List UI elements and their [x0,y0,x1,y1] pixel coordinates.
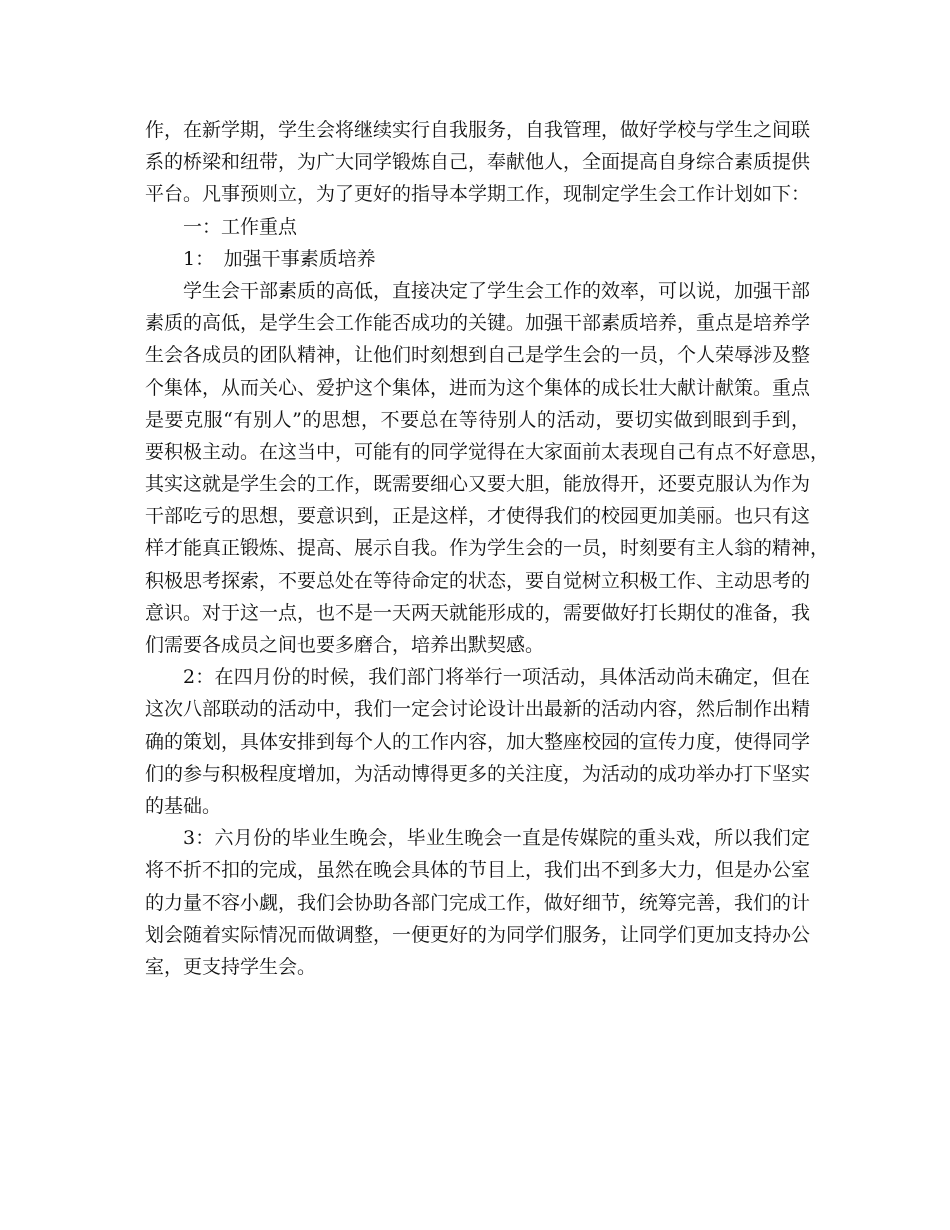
text-line: 划会随着实际情况而做调整，一便更好的为同学们服务，让同学们更加支持办公 [145,923,811,946]
text-line: 1： 加强干事素质培养 [183,247,376,270]
text-line: 个集体，从而关心、爱护这个集体，进而为这个集体的成长壮大献计献策。重点 [145,376,811,399]
text-line: 是要克服“有别人”的思想，不要总在等待别人的活动，要切实做到眼到手到， [145,408,810,431]
text-line: 室，更支持学生会。 [145,955,317,978]
document-body [145,114,830,983]
text-line: 要积极主动。在这当中，可能有的同学觉得在大家面前太表现自己有点不好意思， [145,440,830,463]
text-line: 3：六月份的毕业生晚会，毕业生晚会一直是传媒院的重头戏，所以我们定 [183,827,810,850]
text-line: 们需要各成员之间也要多磨合，培养出默契感。 [145,634,545,656]
text-line: 一：工作重点 [183,215,298,238]
text-line: 意识。对于这一点，也不是一天两天就能形成的，需要做好打长期仗的准备，我 [145,601,811,624]
text-line: 系的桥梁和纽带，为广大同学锻炼自己，奉献他人，全面提高自身综合素质提供 [145,151,811,174]
text-line: 干部吃亏的思想，要意识到，正是这样，才使得我们的校园更加美丽。也只有这 [145,505,811,528]
text-line: 平台。凡事预则立，为了更好的指导本学期工作，现制定学生会工作计划如下： [145,183,811,206]
text-line: 生会各成员的团队精神，让他们时刻想到自己是学生会的一员，个人荣辱涉及整 [145,344,811,367]
text-line: 们的参与积极程度增加，为活动博得更多的关注度，为活动的成功举办打下坚实 [145,762,811,785]
text-line: 2：在四月份的时候，我们部门将举行一项活动，具体活动尚未确定，但在 [183,666,810,689]
text-line: 的基础。 [145,794,222,817]
text-line: 将不折不扣的完成，虽然在晚会具体的节目上，我们出不到多大力，但是办公室 [145,859,811,882]
text-line: 的力量不容小觑，我们会协助各部门完成工作，做好细节，统筹完善，我们的计 [145,891,811,914]
text-line: 这次八部联动的活动中，我们一定会讨论设计出最新的活动内容，然后制作出精 [145,698,811,721]
text-line: 样才能真正锻炼、提高、展示自我。作为学生会的一员，时刻要有主人翁的精神， [145,537,830,560]
text-line: 素质的高低，是学生会工作能否成功的关键。加强干部素质培养，重点是培养学 [145,312,811,335]
text-line: 其实这就是学生会的工作，既需要细心又要大胆，能放得开，还要克服认为作为 [145,473,811,496]
text-line: 确的策划，具体安排到每个人的工作内容，加大整座校园的宣传力度，使得同学 [145,730,811,753]
text-line: 作，在新学期，学生会将继续实行自我服务，自我管理，做好学校与学生之间联 [145,119,811,141]
text-line: 积极思考探索，不要总处在等待命定的状态，要自觉树立积极工作、主动思考的 [145,569,811,592]
text-line: 学生会干部素质的高低，直接决定了学生会工作的效率，可以说，加强干部 [183,279,811,302]
